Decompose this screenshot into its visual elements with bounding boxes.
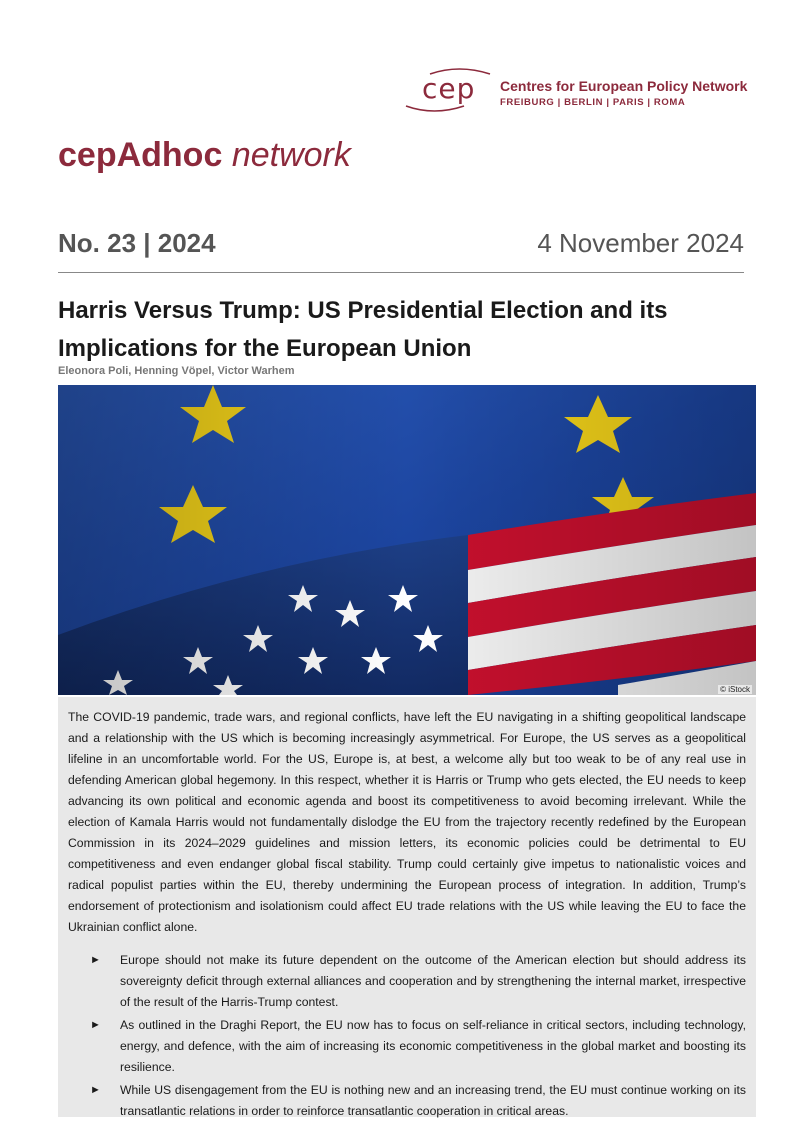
image-credit: © iStock xyxy=(720,685,750,694)
logo-word: cep xyxy=(422,72,476,105)
abstract-text: The COVID-19 pandemic, trade wars, and regional conflicts, have left the EU navigating in a shifting geopolitical landscape and a relationship with the US which is becoming increasingly asymmetrical. For Europe, the US serves as a geopolitical lifeline in an uncomfortable world. For the US, Europe is, at best, a welcome ally but too weak to be of any real use in defending American global hegemony. In this respect, whether it is Harris or Trump who gets elected, the EU needs to keep advancing its own political and economic agenda and boost its competitiveness to avoid becoming irrelevant. While the election of Kamala Harris would not fundamentally dislodge the EU from the trajectory recently redefined by the European Commission in its 2024–2029 guidelines and mission letters, its economic policies could be detrimental to EU competitiveness and even endanger global fiscal stability. Trump could certainly give impetus to nationalistic voices and radical populist parties within the EU, thereby undermining the European process of integration. In addition, Trump’s endorsement of protectionism and isolationism could affect EU trade relations with the US while leaving the EU to face the Ukrainian conflict alone. xyxy=(68,710,746,934)
key-point-text: While US disengagement from the EU is nothing new and an increasing trend, the EU must continue working on its transatlantic relations in order to reinforce transatlantic cooperation in critical areas. xyxy=(120,1083,746,1118)
cep-network-logo xyxy=(404,66,754,116)
document-title: Harris Versus Trump: US Presidential Election and its Implications for the European Union xyxy=(58,297,668,362)
list-item xyxy=(68,1080,746,1122)
bullet-arrow-icon: ► xyxy=(90,1019,101,1031)
flag-hero-image xyxy=(58,385,756,695)
abstract-box xyxy=(58,697,756,1117)
key-point-text: As outlined in the Draghi Report, the EU now has to focus on self-reliance in critical sectors, including technology, energy, and defence, with the aim of increasing its economic competitiveness in the global market and boosting its resilience. xyxy=(120,1018,746,1074)
issue-date: 4 November 2024 xyxy=(537,228,744,258)
series-title xyxy=(58,136,351,175)
key-points-list xyxy=(68,950,746,1122)
list-item xyxy=(68,1015,746,1078)
network-name: Centres for European Policy Network xyxy=(500,78,748,94)
network-cities: FREIBURG | BERLIN | PARIS | ROMA xyxy=(500,97,686,108)
divider xyxy=(58,272,744,273)
series-name-italic: network xyxy=(231,136,351,174)
series-name-bold: cepAdhoc xyxy=(58,136,223,174)
issue-number: No. 23 | 2024 xyxy=(58,228,216,258)
bullet-arrow-icon: ► xyxy=(90,1084,101,1096)
issue-row xyxy=(58,228,744,264)
bullet-arrow-icon: ► xyxy=(90,954,101,966)
eu-us-flags-illustration xyxy=(58,385,756,695)
list-item xyxy=(68,950,746,1013)
document-authors: Eleonora Poli, Henning Vöpel, Victor Warhem xyxy=(58,365,295,377)
key-point-text: Europe should not make its future dependent on the outcome of the American election but should address its sovereignty deficit through external alliances and cooperation and by strengthening the internal market, irrespective of the result of the Harris-Trump contest. xyxy=(120,953,746,1009)
